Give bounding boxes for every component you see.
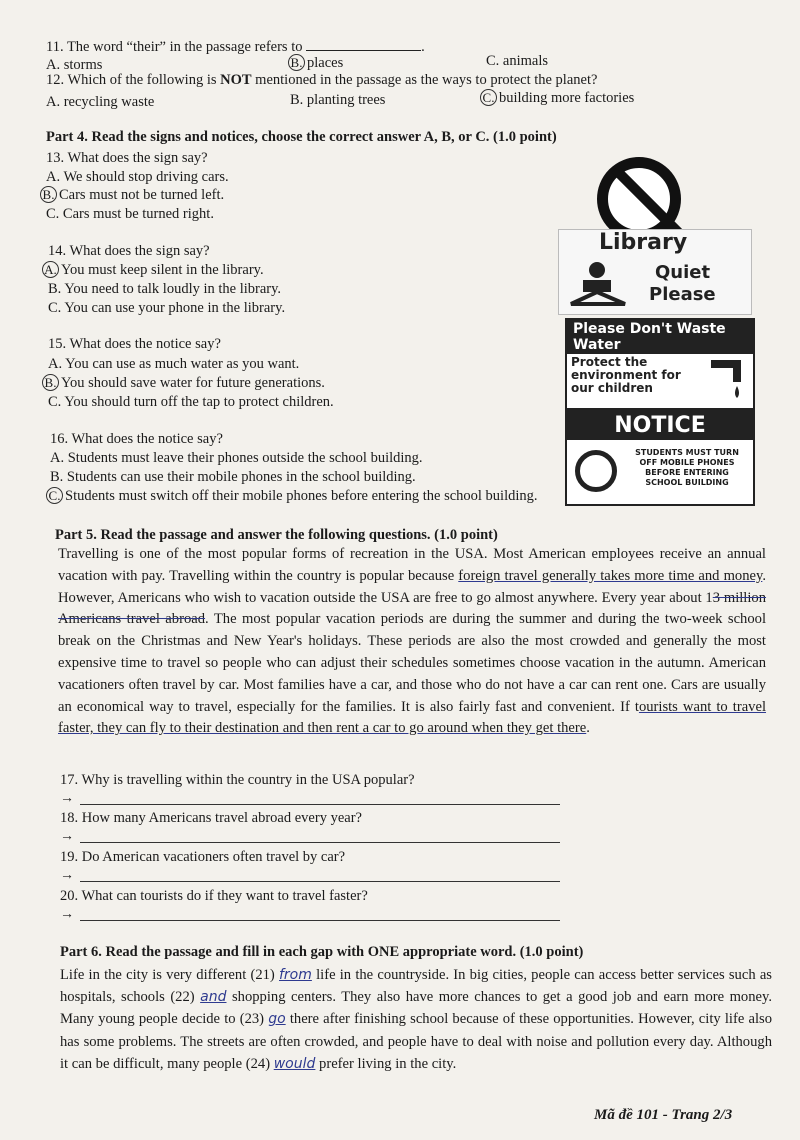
option-16-a[interactable]: A. Students must leave their phones outside the school building. <box>50 450 423 466</box>
passage-text: there after finishing school because of these opportunities. However, city life also has some problems. The streets are often crowded, and people have to deal with noise and pollution every day. Although it can be difficult, many people (24) <box>60 1011 772 1072</box>
passage-text: . <box>586 720 590 737</box>
part-6-passage <box>60 964 772 1075</box>
option-text: You should save water for future generations. <box>61 375 325 391</box>
question-13: 13. What does the sign say? <box>46 150 208 166</box>
option-11-b[interactable] <box>288 54 343 72</box>
notice-header: NOTICE <box>567 412 753 440</box>
question-18: 18. How many Americans travel abroad every year? <box>60 810 362 826</box>
option-11-a[interactable]: A. storms <box>46 57 103 73</box>
answer-20-line[interactable] <box>80 920 560 921</box>
option-15-c[interactable]: C. You should turn off the tap to protect children. <box>48 394 334 410</box>
question-16: 16. What does the notice say? <box>50 431 223 447</box>
circled-answer: A. <box>42 261 59 278</box>
answer-19-line[interactable] <box>80 881 560 882</box>
option-text: Students must switch off their mobile phones before entering the school building. <box>65 488 538 504</box>
passage-text: life in the countryside. In big cities, people can access better services such as hospitals, schools (22) <box>60 967 772 1006</box>
option-16-b[interactable]: B. Students can use their mobile phones in the school building. <box>50 469 416 485</box>
question-17: 17. Why is travelling within the country in the USA popular? <box>60 772 415 788</box>
arrow-icon: → <box>60 907 74 922</box>
answer-17-line[interactable] <box>80 804 560 805</box>
passage-text: Travelling is one of the most popular forms of recreation in the USA. Most American employees receive an annual vacation with pay. Travelling within the country is popular because <box>58 546 766 584</box>
no-phone-icon <box>575 450 617 492</box>
gap-21-answer[interactable]: from <box>279 967 312 983</box>
tap-icon <box>707 356 747 404</box>
gap-22-answer[interactable]: and <box>200 989 227 1006</box>
circled-answer: B. <box>40 186 57 203</box>
option-text: building more factories <box>499 90 635 106</box>
passage-text: Life in the city is very different (21) <box>60 967 279 983</box>
water-sign-header: Please Don't Waste Water <box>567 320 753 354</box>
question-12 <box>46 71 597 89</box>
option-text: You must keep silent in the library. <box>61 262 264 278</box>
gap-24-answer[interactable]: would <box>273 1055 316 1072</box>
passage-text: prefer living in the city. <box>315 1055 457 1072</box>
option-15-b[interactable] <box>42 374 325 392</box>
answer-blank[interactable] <box>306 36 421 51</box>
library-quiet: Quiet <box>655 262 711 283</box>
part-4-heading: Part 4. Read the signs and notices, choose the correct answer A, B, or C. (1.0 point) <box>46 129 557 145</box>
option-14-a[interactable] <box>42 261 264 279</box>
notice-body: STUDENTS MUST TURN OFF MOBILE PHONES BEFORE ENTERING SCHOOL BUILDING <box>635 448 739 487</box>
arrow-icon: → <box>60 868 74 883</box>
library-quiet-sign <box>558 229 752 315</box>
library-please: Please <box>649 284 716 305</box>
circled-answer: B. <box>288 54 305 71</box>
arrow-icon: → <box>60 829 74 844</box>
passage-text: . However, Americans who wish to vacation outside the USA are free to go almost anywhere. Every year about 1 <box>58 567 766 606</box>
passage-text: . The most popular vacation periods are during the summer and during the two-week school break on the Christmas and New Year's holidays. These periods are also the most crowded and generally the most expensive time to travel so people who can adjust their schedules sometimes choose vacation in the autumn. American vacationers often travel by car. Most families have a car, and those who do not have a car can rent one. Cars are usually an economical way to travel, especially for the families. It is also fairly fast and convenient. If t <box>58 611 767 715</box>
question-12-text: 12. Which of the following is <box>46 72 221 88</box>
question-15: 15. What does the notice say? <box>48 336 221 352</box>
page-footer: Mã đề 101 - Trang 2/3 <box>594 1107 733 1123</box>
water-sign-body: Protect the environment for our children <box>571 355 681 395</box>
option-13-a[interactable]: A. We should stop driving cars. <box>46 169 229 185</box>
underlined-text: ourists want to travel faster, they can fly to their destination and then rent a car to go around when they get there <box>58 698 767 737</box>
option-text: places <box>307 55 344 71</box>
passage-text: shopping centers. They also have more chances to get a good job and earn more money. Many young people decide to (23) <box>60 989 772 1028</box>
part-5-passage <box>58 544 766 740</box>
question-12-text-end: mentioned in the passage as the ways to protect the planet? <box>251 72 598 88</box>
question-19: 19. Do American vacationers often travel by car? <box>60 849 346 865</box>
answer-18-line[interactable] <box>80 842 560 843</box>
option-14-c[interactable]: C. You can use your phone in the library. <box>48 300 286 316</box>
circled-answer: C. <box>46 487 63 504</box>
library-title: Library <box>599 230 688 255</box>
option-15-a[interactable]: A. You can use as much water as you want. <box>48 356 300 372</box>
question-11-text: 11. The word “their” in the passage refers to <box>46 39 303 55</box>
water-sign <box>565 318 755 410</box>
marked-text: 3 million Americans travel abroad <box>58 589 767 628</box>
underlined-text: foreign travel generally takes more time and money <box>458 567 763 584</box>
circled-answer: B. <box>42 374 59 391</box>
arrow-icon: → <box>60 791 74 806</box>
reader-icon <box>569 260 629 310</box>
question-20: 20. What can tourists do if they want to travel faster? <box>60 888 368 904</box>
option-14-b[interactable]: B. You need to talk loudly in the library. <box>48 281 282 297</box>
option-13-c[interactable]: C. Cars must be turned right. <box>46 206 214 222</box>
gap-23-answer[interactable]: go <box>268 1011 286 1028</box>
option-12-c[interactable] <box>480 89 634 107</box>
notice-sign <box>565 410 755 506</box>
option-12-b[interactable]: B. planting trees <box>290 92 386 108</box>
option-13-b[interactable] <box>40 186 224 204</box>
option-16-c[interactable] <box>46 487 538 505</box>
circled-answer: C. <box>480 89 497 106</box>
part-6-heading: Part 6. Read the passage and fill in each gap with ONE appropriate word. (1.0 point) <box>60 944 584 960</box>
part-5-heading: Part 5. Read the passage and answer the following questions. (1.0 point) <box>55 527 498 543</box>
question-14: 14. What does the sign say? <box>48 243 210 259</box>
question-12-bold: NOT <box>220 72 252 88</box>
question-11 <box>46 36 425 56</box>
option-11-c[interactable]: C. animals <box>486 53 549 69</box>
option-12-a[interactable]: A. recycling waste <box>46 94 155 110</box>
option-text: Cars must not be turned left. <box>59 187 225 203</box>
period: . <box>421 39 425 55</box>
